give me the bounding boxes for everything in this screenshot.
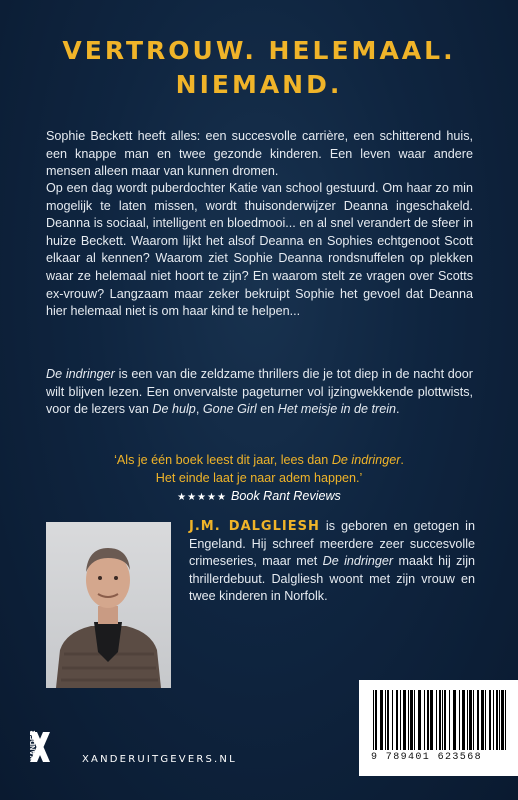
book-title: De indringer <box>46 367 115 381</box>
blurb-paragraph-2: Op een dag wordt puberdochter Katie van school gestuurd. Om haar zo min mogelijk te laten missen, wordt thuisonderwijzer Deanna ingeschakeld. Deanna is sociaal, intelligent en bloedmooi... en al snel verandert de sfeer in huize Beckett. Waarom lijkt het alsof Deanna en Sophies echtgenoot Scott elkaar al kennen? Waarom ziet Sophie Deanna rondsnuffelen op plekken waar ze helemaal niet hoort te zijn? En waarom stelt ze vragen over Scotts ex-vrouw? Langzaam maar zeker bekruipt Sophie het gevoel dat Deanna hier helemaal niet is om haar kind te helpen... <box>46 181 473 319</box>
comparison-title-3: Het meisje in de trein <box>277 402 397 417</box>
blurb-text: , <box>195 402 203 417</box>
blurb-text: is een van die zeldzame thrillers die je tot diep in de nacht door wilt blijven lezen. Een onvervalste pageturner vol ijzingwekkende plottwists, voor de lezers van <box>46 367 473 417</box>
bio-book-title: De indringer <box>322 554 394 569</box>
publisher-logo-text: XANDER <box>30 730 37 760</box>
isbn-barcode <box>359 680 518 776</box>
quote-text: ‘Als je één boek leest dit jaar, lees dan <box>114 453 332 467</box>
headline-line-2: NIEMAND. <box>175 70 343 99</box>
quote-line-2: Het einde laat je naar adem happen.’ <box>155 471 363 485</box>
bio-text: is geboren en getogen in Engeland. Hij schreef meerdere zeer succesvolle crimeseries, maar met <box>189 519 475 569</box>
review-quote <box>40 451 478 507</box>
comparison-title-2: Gone Girl <box>202 402 257 417</box>
blurb-paragraph-1: Sophie Beckett heeft alles: een succesvolle carrière, een schitterend huis, een knappe man en twee gezonde kinderen. Een leven waar andere mensen alleen maar van kunnen dromen. <box>46 129 473 179</box>
quote-text: . <box>400 453 404 467</box>
headline <box>0 34 518 102</box>
comparison-title-1: De hulp <box>152 402 196 417</box>
blurb-text: . <box>396 402 400 417</box>
bio-text: maakt hij zijn thrillerdebuut. Dalgliesh woont met zijn vrouw en twee kinderen in Norfolk. <box>189 554 475 604</box>
quote-book-title: De indringer <box>331 453 401 467</box>
review-source-name: Book Rant Reviews <box>230 489 341 503</box>
author-photo <box>46 522 171 688</box>
rating-stars: ★★★★★ <box>177 492 227 503</box>
quote-line-1 <box>40 451 478 469</box>
blurb-paragraph-3 <box>46 366 473 419</box>
publisher-website: XANDERUITGEVERS.NL <box>82 754 237 765</box>
blurb-text: en <box>256 402 278 417</box>
isbn-number: 9 789401 623568 <box>371 752 483 763</box>
quote-source <box>40 487 478 507</box>
author-name: J.M. DALGLIESH <box>189 519 320 534</box>
barcode-bars <box>371 690 511 750</box>
author-bio <box>189 518 475 606</box>
headline-line-1: VERTROUW. HELEMAAL. <box>62 36 456 65</box>
